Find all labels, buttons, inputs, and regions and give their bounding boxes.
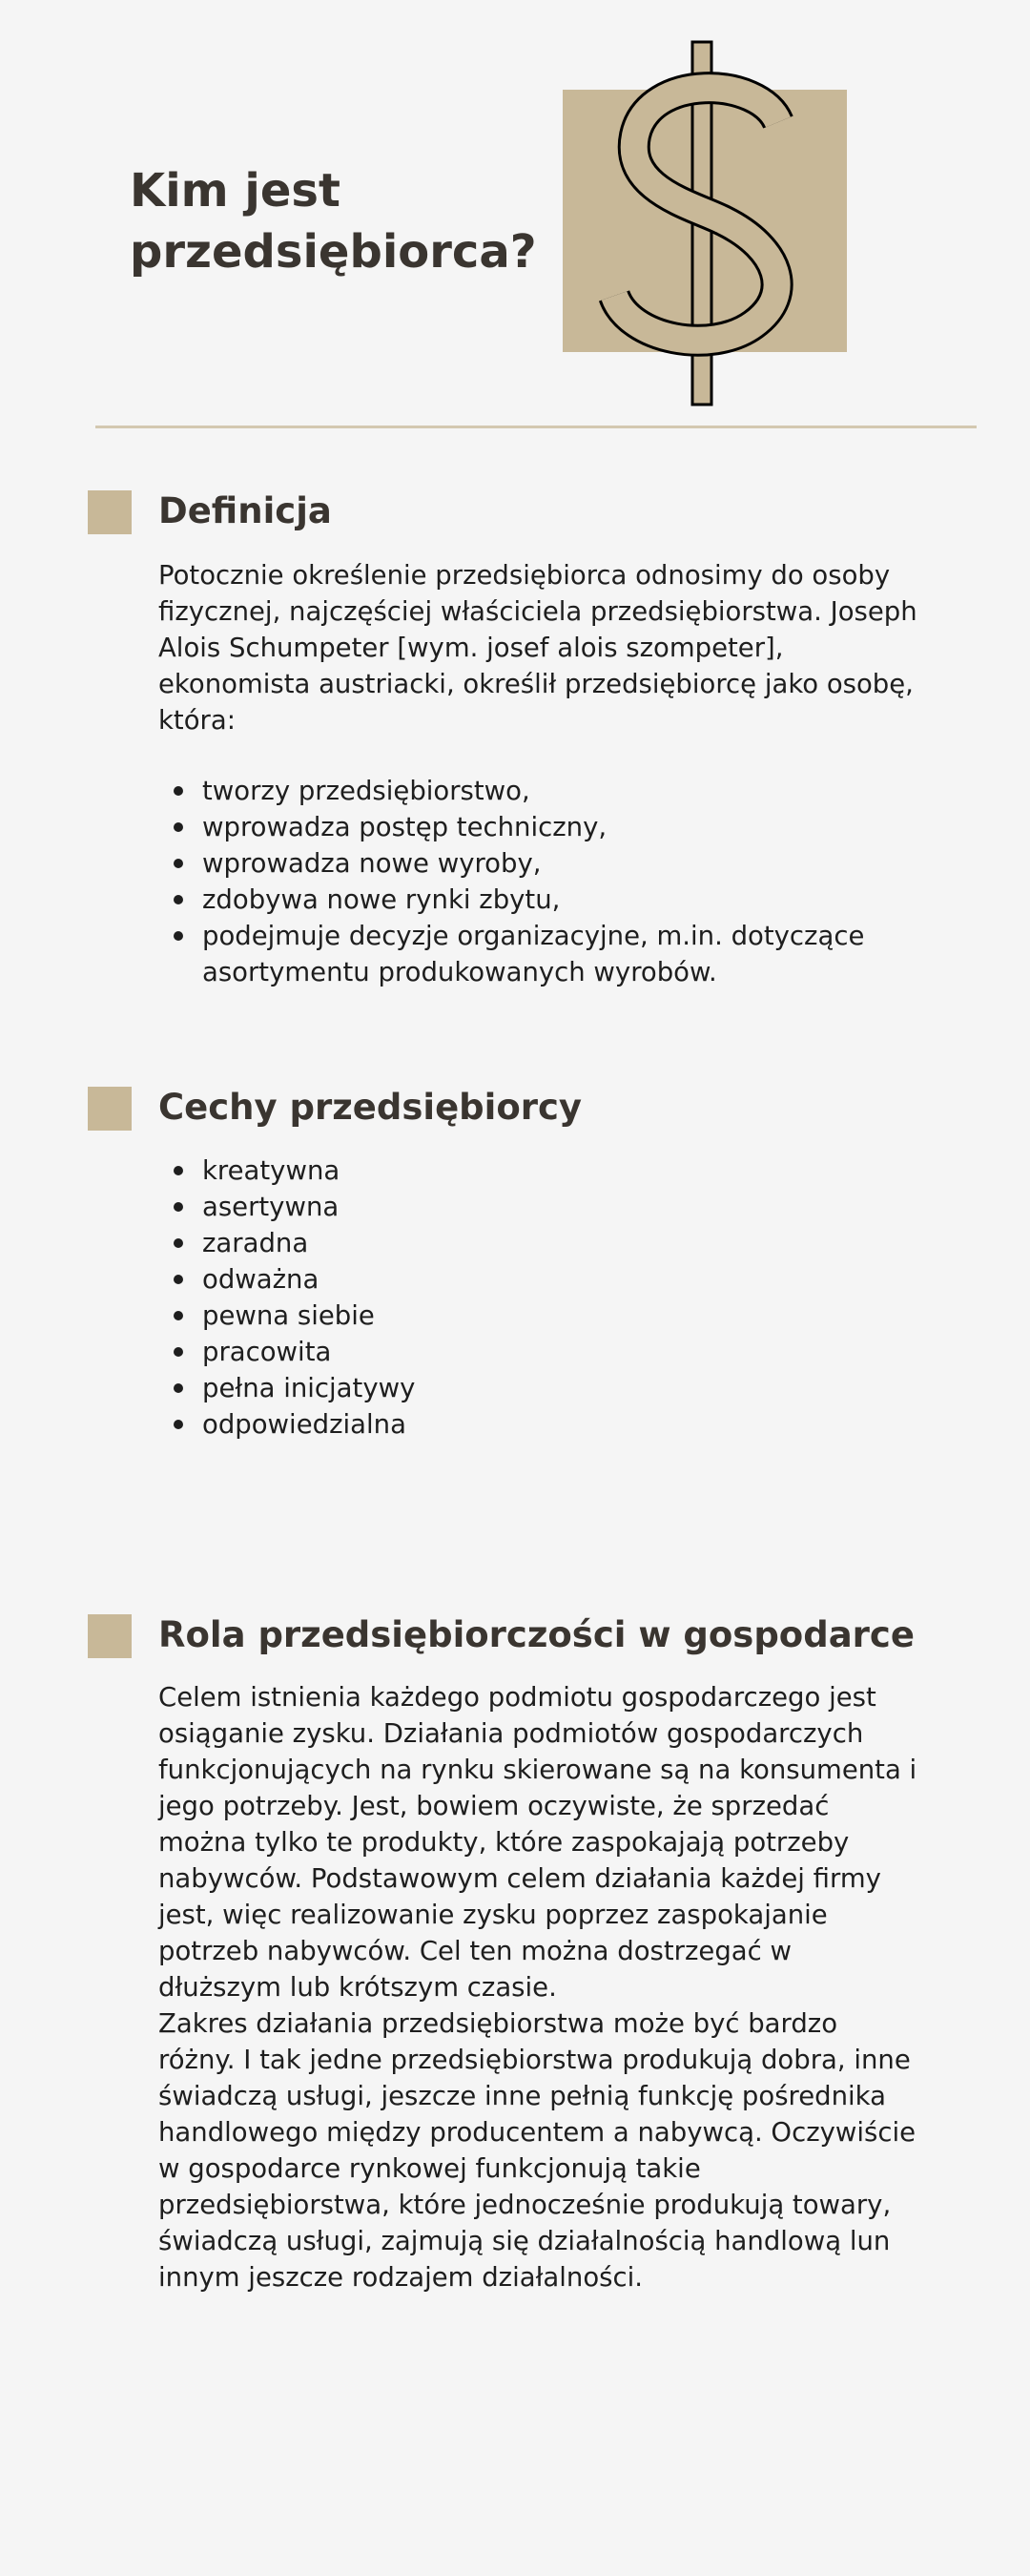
list-item: podejmuje decyzje organizacyjne, m.in. dotyczące asortymentu produkowanych wyrobów. bbox=[158, 918, 921, 990]
definition-paragraph-text: Potocznie określenie przedsiębiorca odnosimy do osoby fizycznej, najczęściej właściciela przedsiębiorstwa. Joseph Alois Schumpeter [wym. josef alois szompeter], ekonomista austriacki, określił przedsiębiorcę jako osobę, bbox=[158, 560, 917, 699]
section-title-definition: Definicja bbox=[158, 490, 332, 531]
list-item: tworzy przedsiębiorstwo, bbox=[158, 773, 921, 809]
definition-paragraph-lead: która: bbox=[158, 705, 236, 736]
page-title-line-1: Kim jest bbox=[130, 164, 340, 218]
section-title-role: Rola przedsiębiorczości w gospodarce bbox=[158, 1614, 915, 1655]
list-item: wprowadza postęp techniczny, bbox=[158, 809, 921, 845]
header-divider bbox=[95, 426, 977, 428]
page-title-line-2: przedsiębiorca? bbox=[130, 225, 537, 279]
section-marker bbox=[88, 1087, 132, 1131]
traits-list bbox=[158, 1153, 921, 1443]
list-item: odważna bbox=[158, 1261, 921, 1298]
list-item: kreatywna bbox=[158, 1153, 921, 1189]
section-title-traits: Cechy przedsiębiorcy bbox=[158, 1087, 583, 1128]
list-item: pełna inicjatywy bbox=[158, 1370, 921, 1406]
role-paragraph bbox=[158, 1679, 921, 2296]
definition-paragraph bbox=[158, 557, 921, 738]
page-title bbox=[130, 160, 537, 282]
role-paragraph-1: Celem istnienia każdego podmiotu gospodarczego jest osiąganie zysku. Działania podmiotów gospodarczych funkcjonujących na rynku skierowane są na konsumenta i jego potrzeby. Jest, bowiem oczywiste, że sprzedać można tylko te produkty, które zaspokajają potrzeby nabywców. Podstawowym celem działania każdej firmy jest, więc realizowanie zysku poprzez zaspokajanie potrzeb nabywców. Cel ten można dostrzegać w dłuższym lub krótszym czasie. bbox=[158, 1682, 917, 2003]
list-item: zdobywa nowe rynki zbytu, bbox=[158, 882, 921, 918]
section-marker bbox=[88, 490, 132, 534]
list-item: pewna siebie bbox=[158, 1298, 921, 1334]
section-marker bbox=[88, 1614, 132, 1658]
definition-list bbox=[158, 773, 921, 990]
list-item: wprowadza nowe wyroby, bbox=[158, 845, 921, 882]
list-item: pracowita bbox=[158, 1334, 921, 1370]
list-item: asertywna bbox=[158, 1189, 921, 1225]
dollar-sign-icon bbox=[591, 38, 820, 410]
list-item: odpowiedzialna bbox=[158, 1406, 921, 1443]
role-paragraph-2: Zakres działania przedsiębiorstwa może być bardzo różny. I tak jedne przedsiębiorstwa produkują dobra, inne świadczą usługi, jeszcze inne pełnią funkcję pośrednika handlowego między producentem a nabywcą. Oczywiście w gospodarce rynkowej funkcjonują takie przedsiębiorstwa, które jednocześnie produkują towary, świadczą usługi, zajmują się działalnością handlową lun innym jeszcze rodzajem działalności. bbox=[158, 2008, 917, 2293]
list-item: zaradna bbox=[158, 1225, 921, 1261]
